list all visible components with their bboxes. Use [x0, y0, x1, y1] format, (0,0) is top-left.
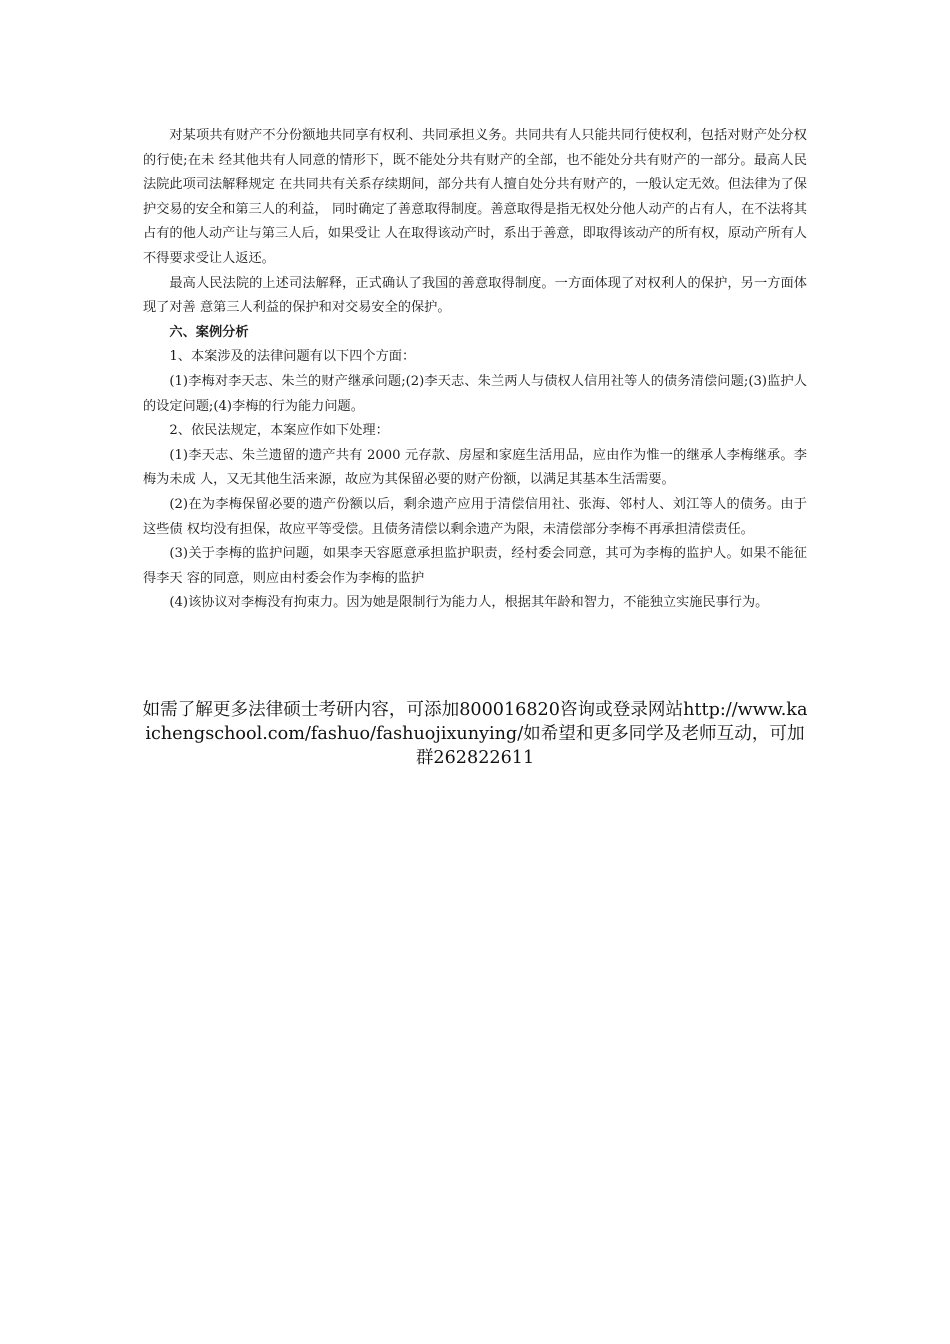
body-paragraph: 最高人民法院的上述司法解释，正式确认了我国的善意取得制度。一方面体现了对权利人的保护，另一方面体现了对善 意第三人利益的保护和对交易安全的保护。: [143, 275, 807, 316]
body-paragraph: 对某项共有财产不分份额地共同享有权利、共同承担义务。共同共有人只能共同行使权利，包括对财产处分权的行使;在未 经其他共有人同意的情形下，既不能处分共有财产的全部，也不能处分共有财产的一部分。最高人民法院此项司法解释规定 在共同共有关系存续期间，部分共有人擅自处分共有财产的，一般认定无效。但法律为了保护交易的安全和第三人的利益， 同时确定了善意取得制度。善意取得是指无权处分他人动产的占有人，在不法将其占有的他人动产让与第三人后，如果受让 人在取得该动产时，系出于善意，即取得该动产的所有权，原动产所有人不得要求受让人返还。: [143, 128, 807, 266]
analysis-point: (4)该协议对李梅没有拘束力。因为她是限制行为能力人，根据其年龄和智力，不能独立实施民事行为。: [169, 595, 769, 611]
analysis-point: 1、本案涉及的法律问题有以下四个方面：: [169, 349, 416, 365]
document-body: [143, 124, 807, 616]
section-heading: 六、案例分析: [169, 324, 249, 340]
analysis-point: (1)李天志、朱兰遗留的遗产共有 2000 元存款、房屋和家庭生活用品，应由作为惟一的继承人李梅继承。李梅为未成 人，又无其他生活来源，故应为其保留必要的财产份额，以满足其基本生活需要。: [143, 447, 807, 488]
analysis-point: (2)在为李梅保留必要的遗产份额以后，剩余遗产应用于清偿信用社、张海、邻村人、刘江等人的债务。由于这些债 权均没有担保，故应平等受偿。且债务清偿以剩余遗产为限，未清偿部分李梅不再承担清偿责任。: [143, 496, 807, 537]
analysis-point: (3)关于李梅的监护问题，如果李天容愿意承担监护职责，经村委会同意，其可为李梅的监护人。如果不能征得李天 容的同意，则应由村委会作为李梅的监护: [143, 546, 807, 586]
analysis-point: 2、依民法规定，本案应作如下处理：: [169, 423, 389, 439]
promo-footer: 如需了解更多法律硕士考研内容，可添加800016820咨询或登录网站http://www.kaichengschool.com/fashuo/fashuojixunying/如希望和更多同学及老师互动，可加群262822611: [142, 700, 808, 768]
analysis-point: (1)李梅对李天志、朱兰的财产继承问题;(2)李天志、朱兰两人与债权人信用社等人的债务清偿问题;(3)监护人 的设定问题;(4)李梅的行为能力问题。: [143, 373, 807, 414]
